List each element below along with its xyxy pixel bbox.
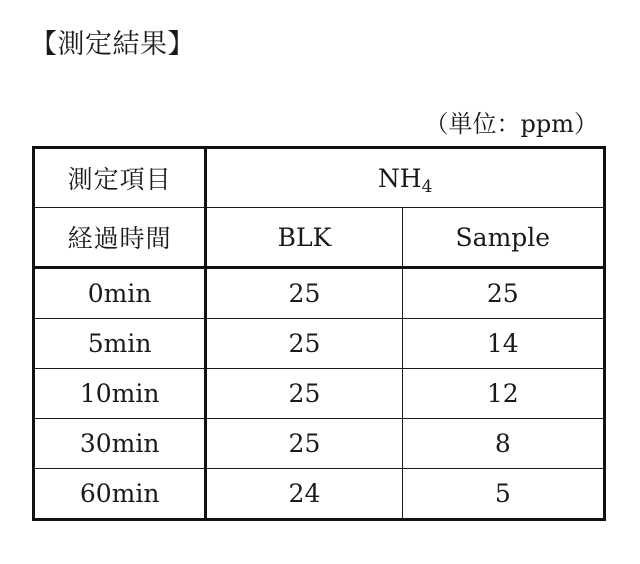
header-elapsed-time: 経過時間 [34,208,206,268]
table-row [34,268,605,319]
cell-blk: 25 [206,369,402,419]
cell-blk: 25 [206,268,402,319]
cell-blk: 24 [206,469,402,520]
results-table [32,146,606,521]
cell-sample: 12 [402,369,604,419]
table-row [34,419,605,469]
table-header-row-2 [34,208,605,268]
header-blk: BLK [206,208,402,268]
results-table-container [32,146,606,521]
header-analyte [206,148,605,208]
header-measurement-item: 測定項目 [34,148,206,208]
cell-time: 5min [34,319,206,369]
unit-note: （単位：ppm） [424,110,598,138]
cell-sample: 5 [402,469,604,520]
header-sample: Sample [402,208,604,268]
analyte-subscript: 4 [421,176,433,197]
table-row [34,469,605,520]
table-row [34,369,605,419]
cell-time: 0min [34,268,206,319]
analyte-label: NH [377,163,422,193]
cell-blk: 25 [206,319,402,369]
cell-time: 30min [34,419,206,469]
cell-blk: 25 [206,419,402,469]
cell-sample: 8 [402,419,604,469]
cell-sample: 25 [402,268,604,319]
cell-sample: 14 [402,319,604,369]
table-header-row-1 [34,148,605,208]
cell-time: 10min [34,369,206,419]
table-row [34,319,605,369]
page-title: 【測定結果】 [30,29,195,60]
cell-time: 60min [34,469,206,520]
